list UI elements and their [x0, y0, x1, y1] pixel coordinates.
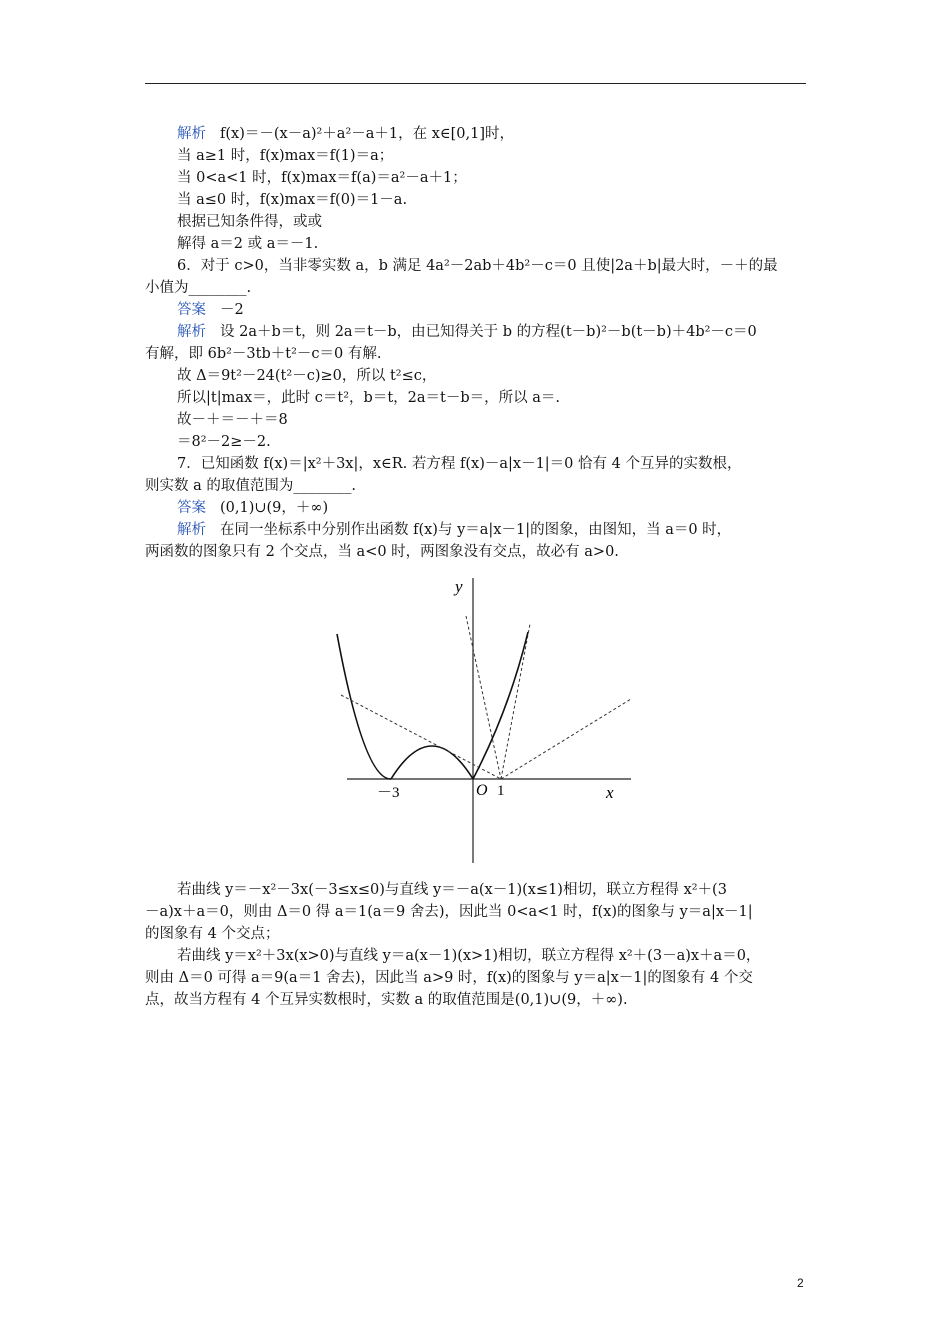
x-axis-label: x — [606, 783, 614, 802]
dashed-line-left — [341, 695, 501, 779]
answer-tag: 答案 — [177, 500, 206, 516]
question-7: 7．已知函数 f(x)＝|x²＋3x|，x∈R. 若方程 f(x)－a|x－1|＝0 恰有 4 个互异的实数根， — [177, 456, 742, 472]
analysis-tag: 解析 — [177, 324, 206, 340]
page-number: 2 — [797, 1276, 804, 1290]
analysis-tag: 解析 — [177, 522, 206, 538]
header-rule — [145, 83, 806, 84]
text-line: 点，故当方程有 4 个互异实数根时，实数 a 的取值范围是(0,1)∪(9，＋∞). — [145, 992, 628, 1008]
analysis-tag: 解析 — [177, 126, 206, 142]
dashed-line-right — [501, 699, 631, 779]
text-line: 则由 Δ＝0 可得 a＝9(a＝1 舍去)，因此当 a>9 时，f(x)的图象与 y＝a|x－1|的图象有 4 个交 — [145, 970, 753, 986]
text-line: －a)x＋a＝0，则由 Δ＝0 得 a＝1(a＝9 舍去)，因此当 0<a<1 时，f(x)的图象与 y＝a|x－1| — [145, 904, 753, 920]
tick-label-1: 1 — [497, 783, 505, 799]
text-line: 当 a≤0 时，f(x)max＝f(0)＝1－a. — [177, 192, 408, 208]
tick-label-neg3: －3 — [377, 785, 400, 801]
question-6-cont: 小值为________. — [145, 280, 252, 296]
analysis-line-1: 解析 f(x)＝－(x－a)²＋a²－a＋1，在 x∈[0,1]时， — [177, 126, 515, 142]
text-line: 解得 a＝2 或 a＝－1. — [177, 236, 319, 252]
answer-tag: 答案 — [177, 302, 206, 318]
text-line: 所以|t|max＝，此时 c＝t²，b＝t，2a＝t－b＝，所以 a＝. — [177, 390, 560, 406]
analysis-line-7: 解析 在同一坐标系中分别作出函数 f(x)与 y＝a|x－1|的图象，由图知，当 a＝0 时， — [177, 522, 732, 538]
dashed-line-steep-right — [501, 624, 530, 779]
curve-middle-arch — [391, 746, 473, 779]
text-line: 两函数的图象只有 2 个交点，当 a<0 时，两图象没有交点，故必有 a>0. — [145, 544, 619, 560]
text-line: 有解，即 6b²－3tb＋t²－c＝0 有解. — [145, 346, 382, 362]
dashed-line-steep-left — [466, 616, 501, 779]
text-line: 根据已知条件得，或或 — [177, 214, 322, 230]
text-line: ＝8²－2≥－2. — [177, 434, 271, 450]
analysis-line-6: 解析 设 2a＋b＝t，则 2a＝t－b，由已知得关于 b 的方程(t－b)²－b(t－b)＋4b²－c＝0 — [177, 324, 757, 340]
function-graph-figure — [313, 570, 649, 868]
origin-label: O — [476, 782, 488, 799]
text-line: 故－＋＝－＋＝8 — [177, 412, 288, 428]
text-line: 若曲线 y＝x²＋3x(x>0)与直线 y＝a(x－1)(x>1)相切，联立方程得 x²＋(3－a)x＋a＝0， — [177, 948, 761, 964]
text-line: 当 a≥1 时，f(x)max＝f(1)＝a； — [177, 148, 394, 164]
text-line: 故 Δ＝9t²－24(t²－c)≥0，所以 t²≤c， — [177, 368, 437, 384]
curve-right-branch — [473, 632, 528, 779]
answer-line-6: 答案 －2 — [177, 302, 244, 318]
question-6: 6．对于 c>0，当非零实数 a，b 满足 4a²－2ab＋4b²－c＝0 且使|2a＋b|最大时，－＋的最 — [177, 258, 778, 274]
text-line: 当 0<a<1 时，f(x)max＝f(a)＝a²－a＋1； — [177, 170, 467, 186]
text-line: 的图象有 4 个交点； — [145, 926, 280, 942]
y-axis-label: y — [455, 577, 463, 596]
text-line: 若曲线 y＝－x²－3x(－3≤x≤0)与直线 y＝－a(x－1)(x≤1)相切，联立方程得 x²＋(3 — [177, 882, 727, 898]
answer-line-7: 答案 (0,1)∪(9，＋∞) — [177, 500, 329, 516]
curve-left-branch — [337, 634, 391, 779]
question-7-cont: 则实数 a 的取值范围为________. — [145, 478, 356, 494]
